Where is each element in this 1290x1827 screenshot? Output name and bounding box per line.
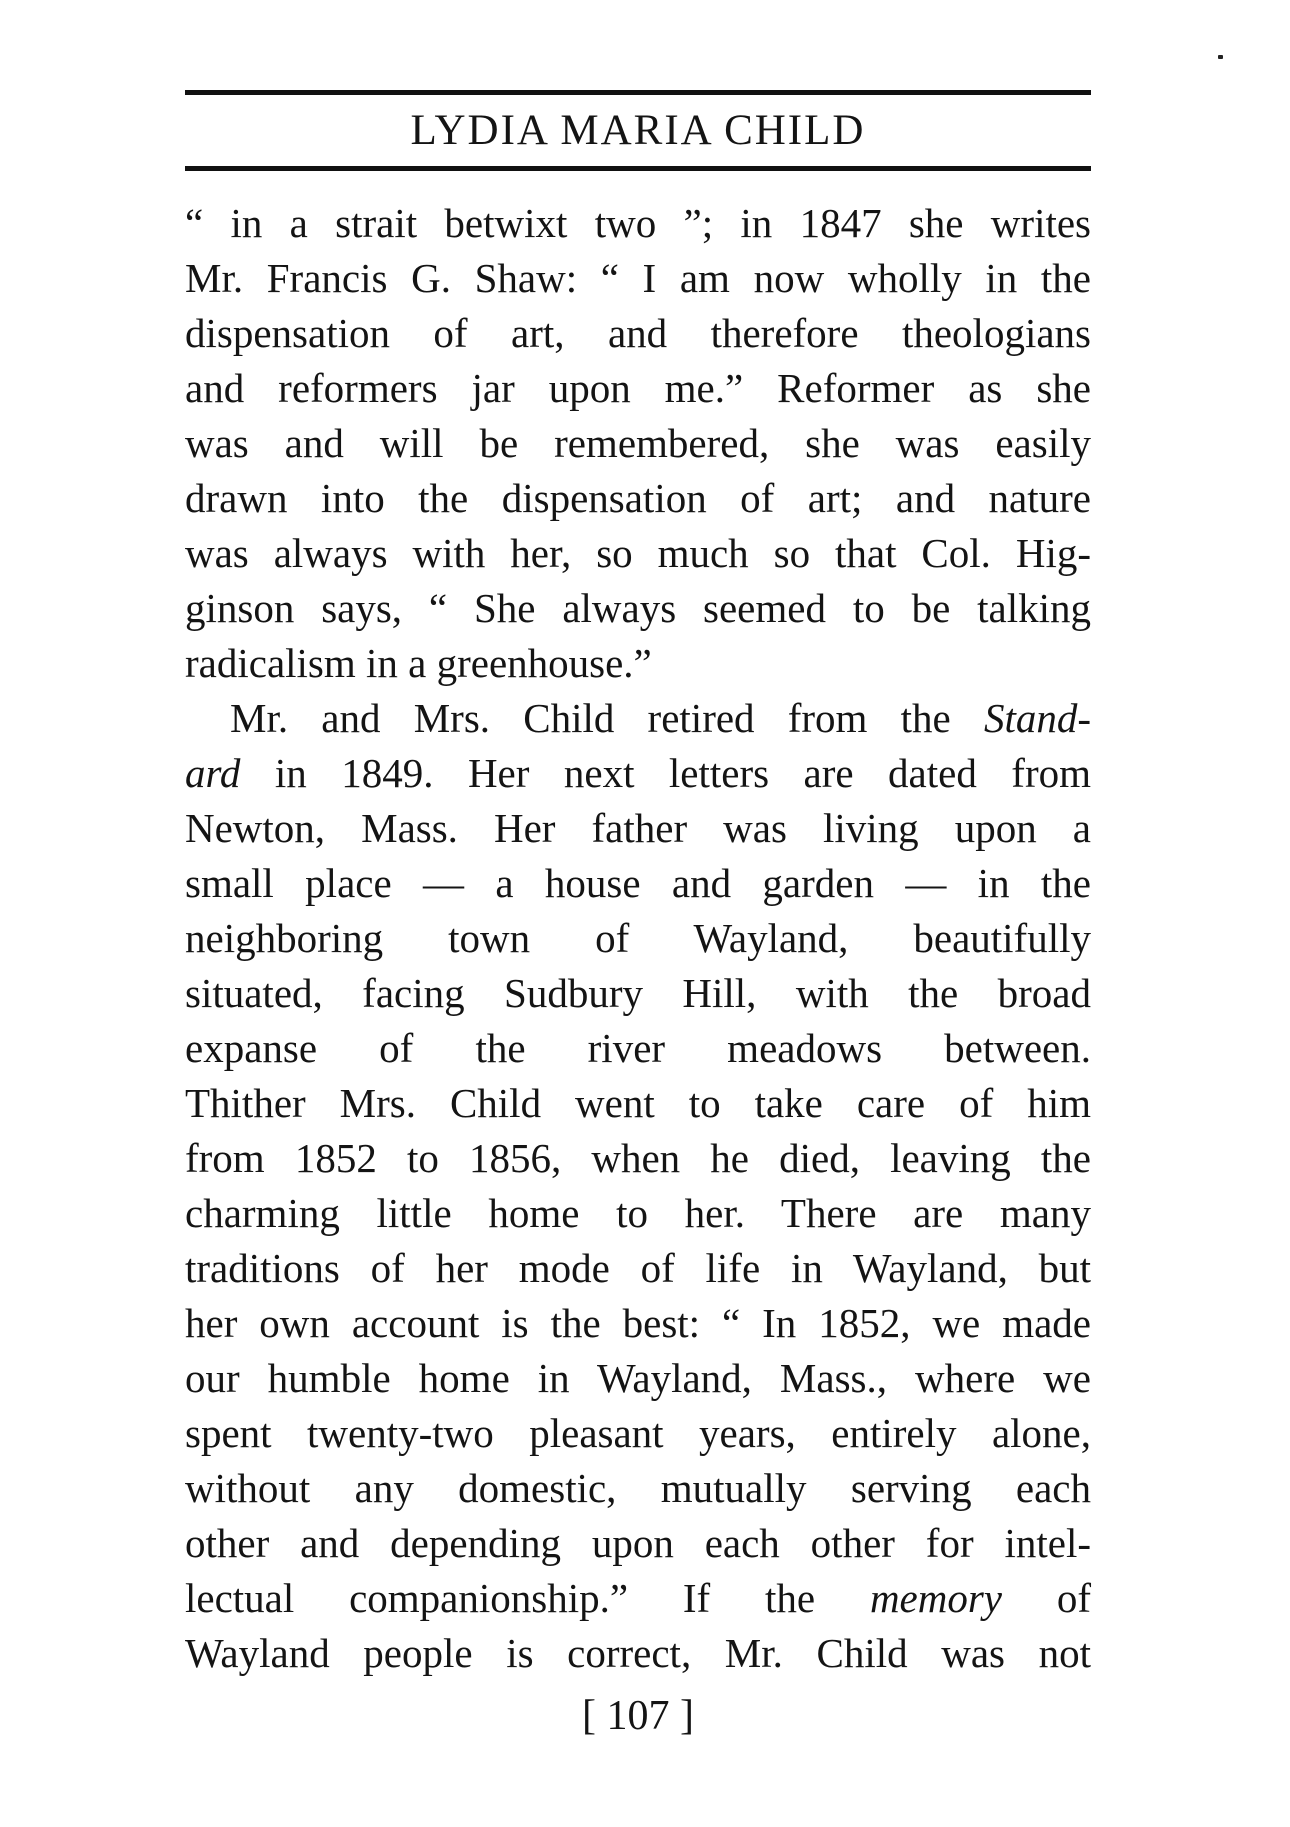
text-line: was and will be remembered, she was easily xyxy=(185,420,1091,466)
text-line: her own account is the best: “ In 1852, we made xyxy=(185,1300,1091,1346)
text-line: and reformers jar upon me.” Reformer as she xyxy=(185,365,1091,411)
text-line: traditions of her mode of life in Wayland, but xyxy=(185,1245,1091,1291)
text-line: other and depending upon each other for intel- xyxy=(185,1520,1091,1566)
text-line: “ in a strait betwixt two ”; in 1847 she writes xyxy=(185,200,1091,246)
text-line: spent twenty-two pleasant years, entirely alone, xyxy=(185,1410,1091,1456)
text-line: dispensation of art, and therefore theologians xyxy=(185,310,1091,356)
text-line: small place — a house and garden — in the xyxy=(185,860,1091,906)
text-line: lectual companionship.” If the memory of xyxy=(185,1575,1091,1621)
text-line: Wayland people is correct, Mr. Child was not xyxy=(185,1630,1091,1676)
text-line: from 1852 to 1856, when he died, leaving the xyxy=(185,1135,1091,1181)
speck-mark xyxy=(1218,55,1223,59)
italic-word: ard xyxy=(185,750,241,796)
text-line: drawn into the dispensation of art; and nature xyxy=(185,475,1091,521)
text-line: our humble home in Wayland, Mass., where we xyxy=(185,1355,1091,1401)
text-line: expanse of the river meadows between. xyxy=(185,1025,1091,1071)
header-rule-top xyxy=(185,90,1091,95)
text-line: Newton, Mass. Her father was living upon a xyxy=(185,805,1091,851)
text-line: was always with her, so much so that Col. Hig- xyxy=(185,530,1091,576)
text-line: Thither Mrs. Child went to take care of him xyxy=(185,1080,1091,1126)
text-line: radicalism in a greenhouse.” xyxy=(185,640,652,686)
italic-word: memory xyxy=(869,1575,1003,1621)
text-line: Mr. Francis G. Shaw: “ I am now wholly in the xyxy=(185,255,1091,301)
text-line: situated, facing Sudbury Hill, with the broad xyxy=(185,970,1091,1016)
text-line-paragraph-start: Mr. and Mrs. Child retired from the Stand- xyxy=(230,695,1091,741)
italic-word: Stand- xyxy=(983,695,1091,741)
text-line: charming little home to her. There are many xyxy=(185,1190,1091,1236)
text-line: without any domestic, mutually serving each xyxy=(185,1465,1091,1511)
text-line: ginson says, “ She always seemed to be talking xyxy=(185,585,1091,631)
text-line: neighboring town of Wayland, beautifully xyxy=(185,915,1091,961)
running-head: LYDIA MARIA CHILD xyxy=(410,107,866,154)
header-rule-bottom xyxy=(185,166,1091,171)
text-line: ard in 1849. Her next letters are dated from xyxy=(185,750,1091,796)
page-number: [ 107 ] xyxy=(582,1693,694,1739)
body-text xyxy=(185,196,1091,1681)
